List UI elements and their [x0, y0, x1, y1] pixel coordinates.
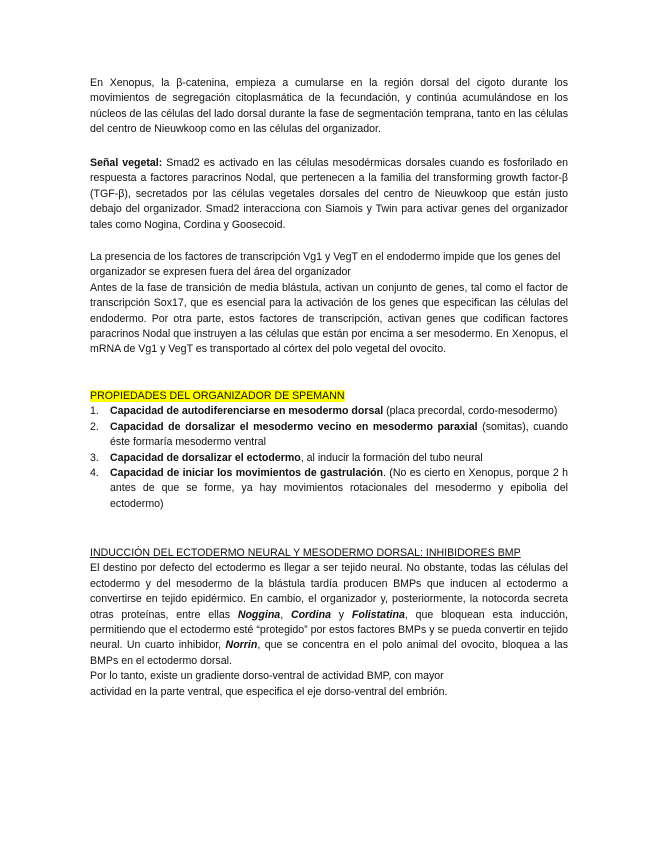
- list-item-text: . (No es cierto en Xenopus, porque 2 h antes de que se forme, ya hay movimientos rotacionales del mesodermo y epibolia del ectodermo): [110, 467, 568, 510]
- section-heading: PROPIEDADES DEL ORGANIZADOR DE SPEMANN: [90, 390, 345, 402]
- properties-list: [90, 404, 568, 512]
- list-item-text: , al inducir la formación del tubo neural: [300, 451, 483, 464]
- list-number: 3.: [90, 451, 99, 464]
- paragraph-text: actividad en la parte ventral, que especifica el eje dorso-ventral del embrión.: [90, 685, 448, 698]
- paragraph-bmp: El destino por defecto del ectodermo es llegar a ser tejido neural. No obstante, todas las células del ectodermo y del mesodermo de la blástula tardía producen BMPs que inducen al ectodermo a convertirse en tejido epidérmico. En cambio, el organizador y, posteriormente, la notocorda secreta otras proteínas, entre ellas Noggina, Cordina y Folistatina, que bloquean esta inducción, permitiendo que el ectodermo esté “protegido” por estos factores BMPs y se pueda convertir en tejido neural. Un cuarto inhibidor, Norrin, que se concentra en el polo animal del ovocito, bloquea a las BMPs en el ectodermo dorsal.: [90, 562, 569, 667]
- paragraph-text: Antes de la fase de transición de media blástula, activan un conjunto de genes, tal como el factor de transcripción Sox17, que es esencial para la activación de los genes que especifican las células del endodermo. Por otra parte, estos factores de transcripción, activan genes que codifican factores paracrinos Nodal que instruyen a las células que están por encima a ser mesodermo. En Xenopus, el mRNA de Vg1 y VegT es transportado al córtex del polo vegetal del ovocito.: [90, 281, 568, 356]
- list-item: [90, 451, 568, 466]
- list-item-title: Capacidad de dorsalizar el mesodermo vecino en mesodermo paraxial: [110, 420, 478, 433]
- paragraph-beta-catenina: [90, 76, 568, 138]
- section-induccion-ectodermo: [90, 546, 568, 700]
- term-norrin: Norrin: [225, 639, 258, 652]
- paragraph-text: Smad2 es activado en las células mesodérmicas dorsales cuando es fosforilado en respuesta a factores paracrinos Nodal, que pertenecen a la familia del transforming growth factor-β (TGF-β), secretados por las células vegetales dorsales del centro de Nieuwkoop que están justo debajo del organizador. Smad2 interacciona con Siamois y Twin para activar genes del organizador tales como Nogina, Cordina y Goosecoid.: [90, 157, 568, 231]
- section-propiedades-organizador: [90, 389, 568, 512]
- list-item-text: (placa precordal, cordo-mesodermo): [383, 405, 558, 418]
- list-number: 4.: [90, 467, 99, 480]
- list-item-title: Capacidad de dorsalizar el ectodermo: [110, 451, 301, 464]
- list-item: [90, 466, 568, 512]
- list-item-text: (somitas), cuando éste formaría mesodermo ventral: [110, 420, 569, 449]
- paragraph-lead: Señal vegetal:: [90, 157, 163, 169]
- list-item: [90, 404, 568, 419]
- paragraph-text: En Xenopus, la β-catenina, empieza a cumularse en la región dorsal del cigoto durante los movimientos de segregación citoplasmática de la fecundación, y continúa acumulándose en los núcleos de las células del lado dorsal durante la fase de segmentación temprana, tanto en las células del centro de Nieuwkoop como en las células del organizador.: [90, 77, 568, 136]
- list-number: 2.: [90, 420, 99, 433]
- paragraph-text: Por lo tanto, existe un gradiente dorso-ventral de actividad BMP, con mayor: [90, 670, 444, 683]
- list-item-title: Capacidad de iniciar los movimientos de gastrulación: [110, 467, 384, 480]
- list-number: 1.: [90, 405, 99, 418]
- paragraph-vg1-vegt: [90, 250, 568, 358]
- list-item: [90, 420, 568, 451]
- term-folistatina: Folistatina: [351, 608, 405, 621]
- list-item-title: Capacidad de autodiferenciarse en mesodermo dorsal: [110, 405, 384, 418]
- paragraph-text: La presencia de los factores de transcripción Vg1 y VegT en el endodermo impide que los genes del organizador se expresen fuera del área del organizador: [90, 251, 561, 279]
- term-noggina: Noggina: [237, 608, 281, 621]
- paragraph-senal-vegetal: [90, 156, 568, 233]
- section-heading: INDUCCIÓN DEL ECTODERMO NEURAL Y MESODERMO DORSAL: INHIBIDORES BMP: [90, 547, 521, 559]
- term-cordina: Cordina: [290, 608, 331, 621]
